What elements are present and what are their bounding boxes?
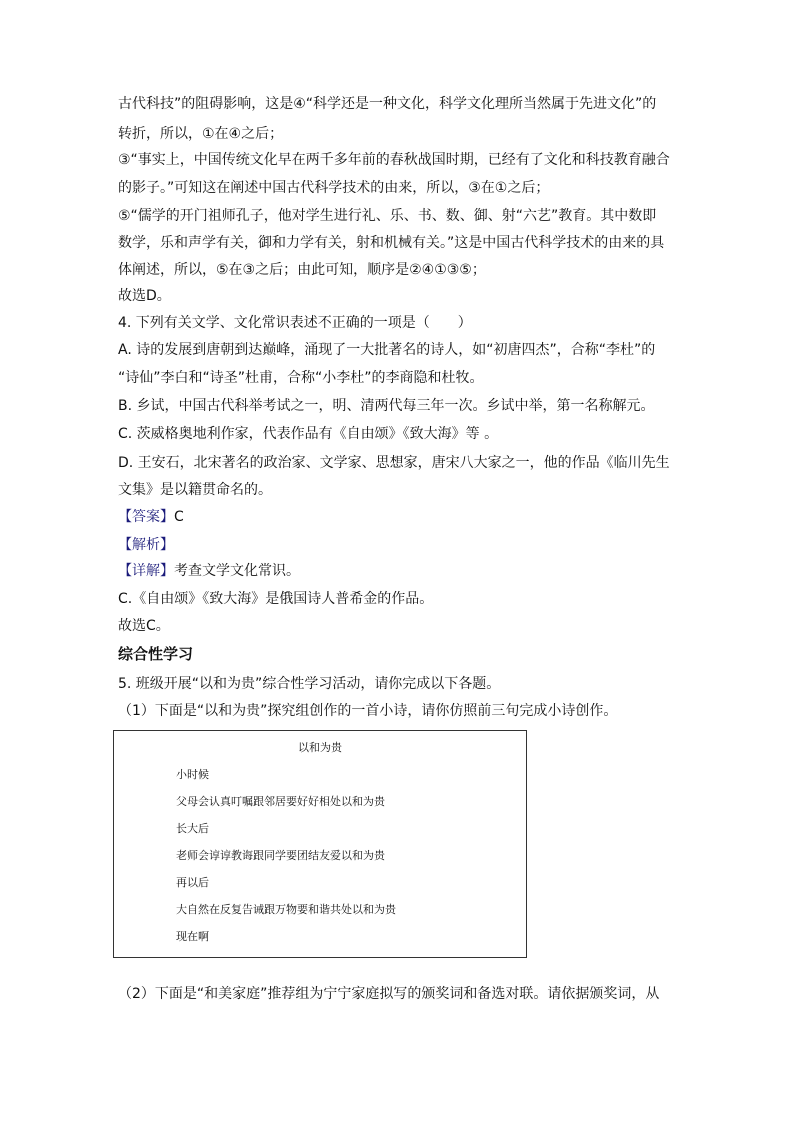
text-line: ③“事实上，中国传统文化早在两千多年前的春秋战国时期，已经有了文化和科技教育融合 <box>118 152 670 168</box>
answer-value: C <box>174 509 184 525</box>
option-a: A. 诗的发展到唐朝到达巅峰，涌现了一大批著名的诗人，如“初唐四杰”，合称“李杜”的 <box>118 342 656 358</box>
question-5-sub2: （2）下面是“和美家庭”推荐组为宁宁家庭拟写的颁奖词和备选对联。请依据颁奖词，从 <box>118 986 660 1002</box>
detail-explanation: C.《自由颂》《致大海》是俄国诗人普希金的作品。 <box>118 591 434 607</box>
text-line: 转折，所以，①在④之后； <box>118 126 284 142</box>
option-d-cont: 文集》是以籍贯命名的。 <box>118 482 272 498</box>
question-4-stem: 4. 下列有关文学、文化常识表述不正确的一项是（ ） <box>118 315 472 331</box>
text-line: ⑤“儒学的开门祖师孔子，他对学生进行礼、乐、书、数、御、射“六艺”教育。其中数即 <box>118 208 657 224</box>
question-5-stem: 5. 班级开展“以和为贵”综合性学习活动，请你完成以下各题。 <box>118 676 501 692</box>
poem-line: 父母会认真叮嘱跟邻居要好好相处以和为贵 <box>176 795 385 808</box>
poem-box <box>113 730 527 958</box>
poem-line: 再以后 <box>176 876 209 889</box>
answer-line <box>118 507 184 527</box>
choice-line: 故选C。 <box>118 618 170 634</box>
detail-text: 考查文学文化常识。 <box>174 563 300 579</box>
option-a-cont: “诗仙”李白和“诗圣”杜甫，合称“小李杜”的李商隐和杜牧。 <box>118 370 484 386</box>
option-c: C. 茨威格奥地利作家，代表作品有《自由颂》《致大海》等 。 <box>118 426 499 442</box>
answer-tag: 【答案】 <box>118 509 174 525</box>
text-line: 古代科技”的阻碍影响，这是④“科学还是一种文化，科学文化理所当然属于先进文化”的 <box>118 96 657 112</box>
poem-title: 以和为贵 <box>298 741 342 754</box>
detail-line <box>118 561 300 581</box>
section-heading: 综合性学习 <box>118 645 194 663</box>
text-line: 的影子。”可知这在阐述中国古代科学技术的由来，所以，③在①之后； <box>118 180 550 196</box>
text-line: 数学，乐和声学有关，御和力学有关，射和机械有关。”这是中国古代科学技术的由来的具 <box>118 235 665 251</box>
poem-line: 老师会谆谆教诲跟同学要团结友爱以和为贵 <box>176 849 385 862</box>
poem-line: 大自然在反复告诫跟万物要和谐共处以和为贵 <box>176 903 396 916</box>
poem-line: 小时候 <box>176 768 209 781</box>
question-5-sub1: （1）下面是“以和为贵”探究组创作的一首小诗，请你仿照前三句完成小诗创作。 <box>118 703 618 719</box>
text-line: 体阐述，所以，⑤在③之后；由此可知，顺序是②④①③⑤； <box>118 262 486 278</box>
analysis-tag: 【解析】 <box>118 537 174 553</box>
detail-tag: 【详解】 <box>118 563 174 579</box>
poem-line: 长大后 <box>176 822 209 835</box>
option-b: B. 乡试，中国古代科举考试之一，明、清两代每三年一次。乡试中举，第一名称解元。 <box>118 398 655 414</box>
option-d: D. 王安石，北宋著名的政治家、文学家、思想家，唐宋八大家之一，他的作品《临川先生 <box>118 455 670 471</box>
text-line: 故选D。 <box>118 288 171 304</box>
poem-line: 现在啊 <box>176 930 209 943</box>
